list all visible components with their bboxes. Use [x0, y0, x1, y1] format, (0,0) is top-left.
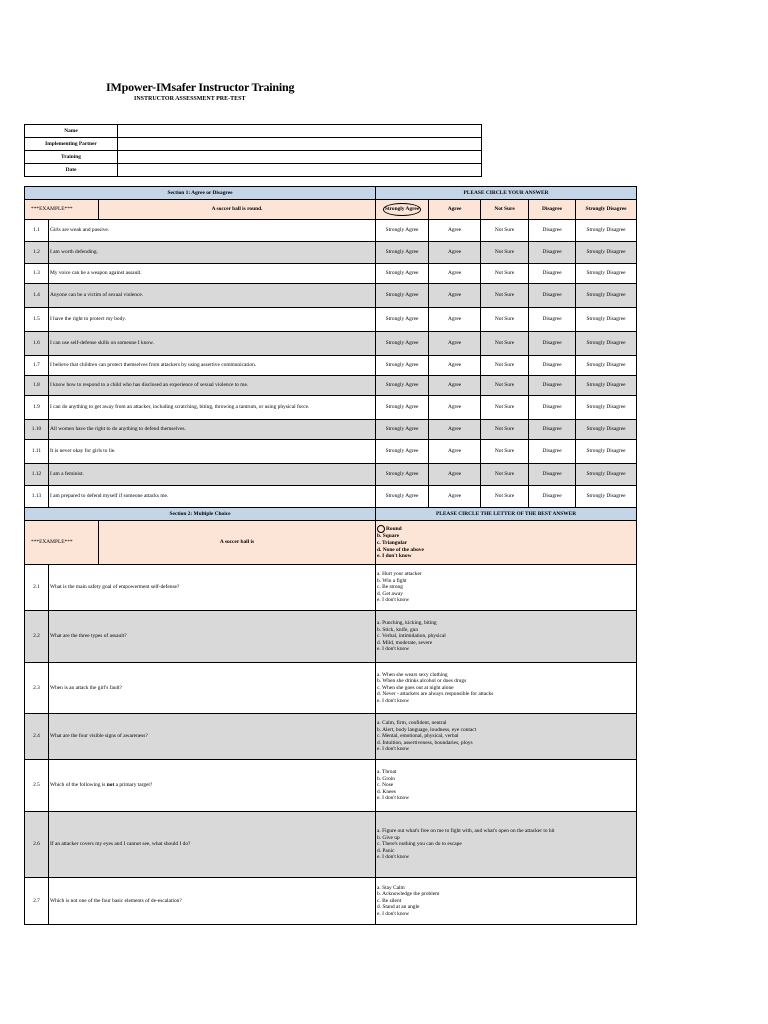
assessment-table — [24, 186, 637, 925]
likert-question-row — [25, 356, 637, 376]
example-option — [377, 525, 636, 533]
answer-choice[interactable]: d. Get away — [377, 590, 403, 597]
answer-choice[interactable]: b. Stick, knife, gun — [377, 626, 419, 633]
answer-option[interactable]: Not Sure — [481, 420, 529, 440]
info-row-date — [25, 164, 482, 177]
multiple-choice-row — [25, 714, 637, 760]
example-option-text: d. None of the above — [377, 546, 424, 553]
example-option — [377, 547, 636, 554]
question-number: 2.3 — [25, 663, 49, 714]
answer-option[interactable]: Strongly Agree — [376, 420, 429, 440]
likert-question-row — [25, 420, 637, 440]
answer-option[interactable]: Disagree — [529, 220, 576, 242]
answer-choice[interactable]: a. Hurt your attacker — [377, 571, 422, 578]
question-number: 1.12 — [25, 464, 49, 486]
answer-option[interactable]: Strongly Disagree — [576, 332, 637, 356]
section2-title: Section 2: Multiple Choice — [25, 508, 376, 521]
answer-option[interactable]: Agree — [429, 420, 481, 440]
likert-question-row — [25, 332, 637, 356]
question-text: I can do anything to get away from an attacker, including scratching, biting, throwing a tantrum, or using physical force. — [49, 396, 376, 420]
name-field[interactable] — [118, 125, 482, 138]
answer-choice[interactable]: b. Give up — [377, 834, 400, 841]
example-statement: A soccer ball is round. — [99, 200, 376, 220]
answer-option[interactable]: Strongly Agree — [376, 376, 429, 396]
example-option-label: Disagree — [542, 206, 563, 213]
answer-choice[interactable]: d. Never - attackers are always responsible for attacks — [377, 691, 494, 698]
answer-option[interactable]: Agree — [429, 220, 481, 242]
answer-option[interactable]: Strongly Agree — [376, 308, 429, 332]
answer-choice[interactable]: b. Acknowledge the problem — [377, 891, 440, 898]
question-number: 2.7 — [25, 878, 49, 925]
answer-choice[interactable]: e. I don't know — [377, 646, 410, 653]
likert-question-row — [25, 396, 637, 420]
answer-choice[interactable]: e. I don't know — [377, 795, 410, 802]
question-number: 2.2 — [25, 611, 49, 663]
example-option — [377, 533, 636, 540]
multiple-choice-row — [25, 760, 637, 812]
example-label: ***EXAMPLE*** — [25, 200, 99, 220]
example-option — [377, 553, 636, 560]
example-statement: A soccer ball is — [99, 521, 376, 565]
answer-choice[interactable]: d. Intuition, assertiveness, boundaries, ploys — [377, 739, 473, 746]
question-text: I know how to respond to a child who has disclosed an experience of sexual violence to me. — [49, 376, 376, 396]
question-text: All women have the right to do anything to defend themselves. — [49, 420, 376, 440]
answer-choice[interactable]: a. Figure out what's free on me to fight with, and what's open on the attacker to hit — [377, 828, 555, 835]
answer-option[interactable]: Agree — [429, 396, 481, 420]
question-text: My voice can be a weapon against assault. — [49, 264, 376, 284]
example-option-4 — [576, 200, 637, 220]
example-option-text: Round — [386, 526, 402, 533]
likert-question-row — [25, 440, 637, 464]
answer-option[interactable]: Strongly Disagree — [576, 486, 637, 508]
info-label: Training — [25, 151, 118, 164]
question-number: 1.6 — [25, 332, 49, 356]
answer-option[interactable]: Strongly Agree — [376, 356, 429, 376]
answer-option[interactable]: Agree — [429, 376, 481, 396]
section2-instruction: PLEASE CIRCLE THE LETTER OF THE BEST ANSWER — [376, 508, 637, 521]
question-text-part: a primary target? — [114, 782, 153, 789]
answer-option[interactable]: Disagree — [529, 396, 576, 420]
answer-choice[interactable]: a. Stay Calm — [377, 884, 405, 891]
example-option-text: c. Triangular — [377, 539, 408, 546]
section1-instruction: PLEASE CIRCLE YOUR ANSWER — [376, 187, 637, 200]
answer-option[interactable]: Not Sure — [481, 220, 529, 242]
info-row-partner — [25, 138, 482, 151]
likert-question-row — [25, 308, 637, 332]
multiple-choice-row — [25, 663, 637, 714]
answer-option[interactable]: Disagree — [529, 420, 576, 440]
answer-option[interactable]: Strongly Agree — [376, 486, 429, 508]
question-number: 1.1 — [25, 220, 49, 242]
example-option-1 — [429, 200, 481, 220]
multiple-choice-row — [25, 565, 637, 611]
answer-option[interactable]: Disagree — [529, 264, 576, 284]
answer-option[interactable]: Not Sure — [481, 464, 529, 486]
section1-example-row — [25, 200, 637, 220]
question-text: When is an attack the girl's fault? — [49, 663, 376, 714]
answer-option[interactable]: Strongly Agree — [376, 264, 429, 284]
question-text: It is never okay for girls to lie. — [49, 440, 376, 464]
answer-choice[interactable]: d. Knees — [377, 788, 396, 795]
answer-option[interactable]: Disagree — [529, 308, 576, 332]
answer-option[interactable]: Strongly Disagree — [576, 376, 637, 396]
example-option-2 — [481, 200, 529, 220]
answer-option[interactable]: Strongly Disagree — [576, 242, 637, 264]
answer-option[interactable]: Agree — [429, 264, 481, 284]
answer-option[interactable]: Not Sure — [481, 332, 529, 356]
question-number: 1.4 — [25, 284, 49, 308]
answer-option[interactable]: Strongly Disagree — [576, 396, 637, 420]
participant-info-table — [24, 124, 482, 177]
section2-header — [25, 508, 637, 521]
answer-choice[interactable]: b. When she drinks alcohol or does drugs — [377, 678, 467, 685]
multiple-choice-row — [25, 611, 637, 663]
info-row-name — [25, 125, 482, 138]
circled-example-answer: Strongly Agree — [383, 203, 421, 216]
example-options — [376, 521, 637, 565]
answer-option[interactable]: Strongly Disagree — [576, 440, 637, 464]
answer-option[interactable]: Disagree — [529, 356, 576, 376]
likert-question-row — [25, 264, 637, 284]
answer-option[interactable]: Disagree — [529, 332, 576, 356]
answer-option[interactable]: Agree — [429, 486, 481, 508]
question-number: 1.13 — [25, 486, 49, 508]
answer-option[interactable]: Strongly Disagree — [576, 356, 637, 376]
section1-header — [25, 187, 637, 200]
answer-options — [376, 878, 637, 925]
answer-option[interactable]: Not Sure — [481, 264, 529, 284]
question-number: 1.5 — [25, 308, 49, 332]
example-option-label: Agree — [447, 206, 462, 213]
answer-option[interactable]: Agree — [429, 242, 481, 264]
circled-answer-icon — [377, 525, 385, 533]
question-number: 1.7 — [25, 356, 49, 376]
likert-question-row — [25, 376, 637, 396]
answer-option[interactable]: Agree — [429, 284, 481, 308]
answer-option[interactable]: Strongly Disagree — [576, 308, 637, 332]
answer-choice[interactable]: c. Mental, emotional, physical, verbal — [377, 733, 459, 740]
answer-choice[interactable]: c. Verbal, intimidation, physical — [377, 633, 446, 640]
answer-option[interactable]: Disagree — [529, 486, 576, 508]
likert-question-row — [25, 284, 637, 308]
question-number: 1.2 — [25, 242, 49, 264]
question-text: Anyone can be a victim of sexual violence. — [49, 284, 376, 308]
example-option-text: e. I don't know — [377, 553, 412, 560]
likert-question-row — [25, 220, 637, 242]
question-text: What are the three types of assault? — [49, 611, 376, 663]
answer-options — [376, 760, 637, 812]
question-text: I am worth defending. — [49, 242, 376, 264]
answer-choice[interactable]: b. Alert, body language, loudness, eye contact — [377, 726, 477, 733]
answer-options — [376, 611, 637, 663]
example-option-0 — [376, 200, 429, 220]
question-text-part: not — [106, 782, 115, 789]
answer-option[interactable]: Strongly Disagree — [576, 264, 637, 284]
answer-choice[interactable]: d. Mild, moderate, severe — [377, 639, 433, 646]
answer-option[interactable]: Disagree — [529, 464, 576, 486]
answer-option[interactable]: Strongly Disagree — [576, 220, 637, 242]
answer-options — [376, 565, 637, 611]
answer-option[interactable]: Strongly Agree — [376, 220, 429, 242]
date-field[interactable] — [118, 164, 482, 177]
question-number: 2.5 — [25, 760, 49, 812]
question-text: I believe that children can protect themselves from attackers by using assertive communication. — [49, 356, 376, 376]
answer-option[interactable]: Not Sure — [481, 308, 529, 332]
question-text-part: Which of the following is — [50, 782, 107, 789]
question-text: I am prepared to defend myself if someone attacks me. — [49, 486, 376, 508]
answer-choice[interactable]: d. Stand at an angle — [377, 904, 420, 911]
document-subtitle: INSTRUCTOR ASSESSMENT PRE-TEST — [134, 96, 246, 102]
question-text: If an attacker covers my eyes and I cannot see, what should I do? — [49, 812, 376, 878]
question-number: 1.9 — [25, 396, 49, 420]
answer-option[interactable]: Strongly Agree — [376, 396, 429, 420]
question-text: I have the right to protect my body. — [49, 308, 376, 332]
answer-option[interactable]: Not Sure — [481, 440, 529, 464]
question-text — [49, 760, 376, 812]
answer-choice[interactable]: c. Nose — [377, 782, 394, 789]
question-text: I am a feminist. — [49, 464, 376, 486]
answer-choice[interactable]: b. Groin — [377, 775, 395, 782]
answer-option[interactable]: Disagree — [529, 440, 576, 464]
answer-option[interactable]: Strongly Agree — [376, 284, 429, 308]
answer-options — [376, 663, 637, 714]
answer-option[interactable]: Agree — [429, 356, 481, 376]
answer-option[interactable]: Not Sure — [481, 284, 529, 308]
partner-field[interactable] — [118, 138, 482, 151]
example-option-text: b. Square — [377, 533, 400, 540]
question-number: 1.3 — [25, 264, 49, 284]
answer-option[interactable]: Agree — [429, 308, 481, 332]
multiple-choice-row — [25, 878, 637, 925]
answer-option[interactable]: Strongly Disagree — [576, 420, 637, 440]
answer-options — [376, 812, 637, 878]
info-label: Implementing Partner — [25, 138, 118, 151]
answer-choice[interactable]: c. Be silent — [377, 897, 402, 904]
example-option — [377, 540, 636, 547]
answer-option[interactable]: Strongly Agree — [376, 464, 429, 486]
answer-option[interactable]: Strongly Agree — [376, 242, 429, 264]
likert-question-row — [25, 242, 637, 264]
training-field[interactable] — [118, 151, 482, 164]
answer-options — [376, 714, 637, 760]
answer-option[interactable]: Strongly Agree — [376, 332, 429, 356]
answer-option[interactable]: Strongly Disagree — [576, 284, 637, 308]
answer-option[interactable]: Not Sure — [481, 396, 529, 420]
answer-option[interactable]: Strongly Disagree — [576, 464, 637, 486]
question-text: Which is not one of the four basic elements of de-escalation? — [49, 878, 376, 925]
section1-title: Section 1: Agree or Disagree — [25, 187, 376, 200]
answer-option[interactable]: Agree — [429, 440, 481, 464]
answer-option[interactable]: Disagree — [529, 284, 576, 308]
answer-option[interactable]: Not Sure — [481, 242, 529, 264]
answer-option[interactable]: Not Sure — [481, 356, 529, 376]
question-number: 1.8 — [25, 376, 49, 396]
multiple-choice-row — [25, 812, 637, 878]
answer-choice[interactable]: e. I don't know — [377, 697, 410, 704]
answer-choice[interactable]: a. Throat — [377, 769, 397, 776]
info-label: Name — [25, 125, 118, 138]
example-option-label: Strongly Disagree — [585, 206, 627, 213]
document-title: IMpower-IMsafer Instructor Training — [106, 80, 295, 94]
example-option-3 — [529, 200, 576, 220]
answer-choice[interactable]: b. Win a fight — [377, 577, 407, 584]
section2-example-row — [25, 521, 637, 565]
question-text: What are the four visible signs of awareness? — [49, 714, 376, 760]
answer-choice[interactable]: e. I don't know — [377, 597, 410, 604]
question-text: Girls are weak and passive. — [49, 220, 376, 242]
answer-choice[interactable]: c. When she goes out at night alone — [377, 684, 454, 691]
question-text: I can use self-defense skills on someone I know. — [49, 332, 376, 356]
answer-option[interactable]: Not Sure — [481, 376, 529, 396]
answer-option[interactable]: Disagree — [529, 376, 576, 396]
question-text: What is the main safety goal of empowerment self-defense? — [49, 565, 376, 611]
question-number: 2.6 — [25, 812, 49, 878]
answer-option[interactable]: Agree — [429, 464, 481, 486]
answer-choice[interactable]: e. I don't know — [377, 910, 410, 917]
answer-option[interactable]: Disagree — [529, 242, 576, 264]
info-row-training — [25, 151, 482, 164]
answer-option[interactable]: Agree — [429, 332, 481, 356]
answer-choice[interactable]: a. Punching, kicking, biting — [377, 620, 437, 627]
answer-option[interactable]: Not Sure — [481, 486, 529, 508]
likert-question-row — [25, 486, 637, 508]
question-number: 2.4 — [25, 714, 49, 760]
question-number: 1.10 — [25, 420, 49, 440]
answer-choice[interactable]: a. Calm, firm, confident, neutral — [377, 720, 447, 727]
answer-choice[interactable]: e. I don't know — [377, 746, 410, 753]
info-label: Date — [25, 164, 118, 177]
answer-choice[interactable]: e. I don't know — [377, 854, 410, 861]
answer-choice[interactable]: c. There's nothing you can do to escape — [377, 841, 462, 848]
question-number: 1.11 — [25, 440, 49, 464]
likert-question-row — [25, 464, 637, 486]
question-number: 2.1 — [25, 565, 49, 611]
answer-choice[interactable]: a. When she wears sexy clothing — [377, 671, 448, 678]
answer-choice[interactable]: c. Be strong — [377, 584, 403, 591]
example-option-label: Not Sure — [494, 206, 515, 213]
answer-choice[interactable]: d. Panic — [377, 847, 395, 854]
example-label: ***EXAMPLE*** — [25, 521, 99, 565]
answer-option[interactable]: Strongly Agree — [376, 440, 429, 464]
